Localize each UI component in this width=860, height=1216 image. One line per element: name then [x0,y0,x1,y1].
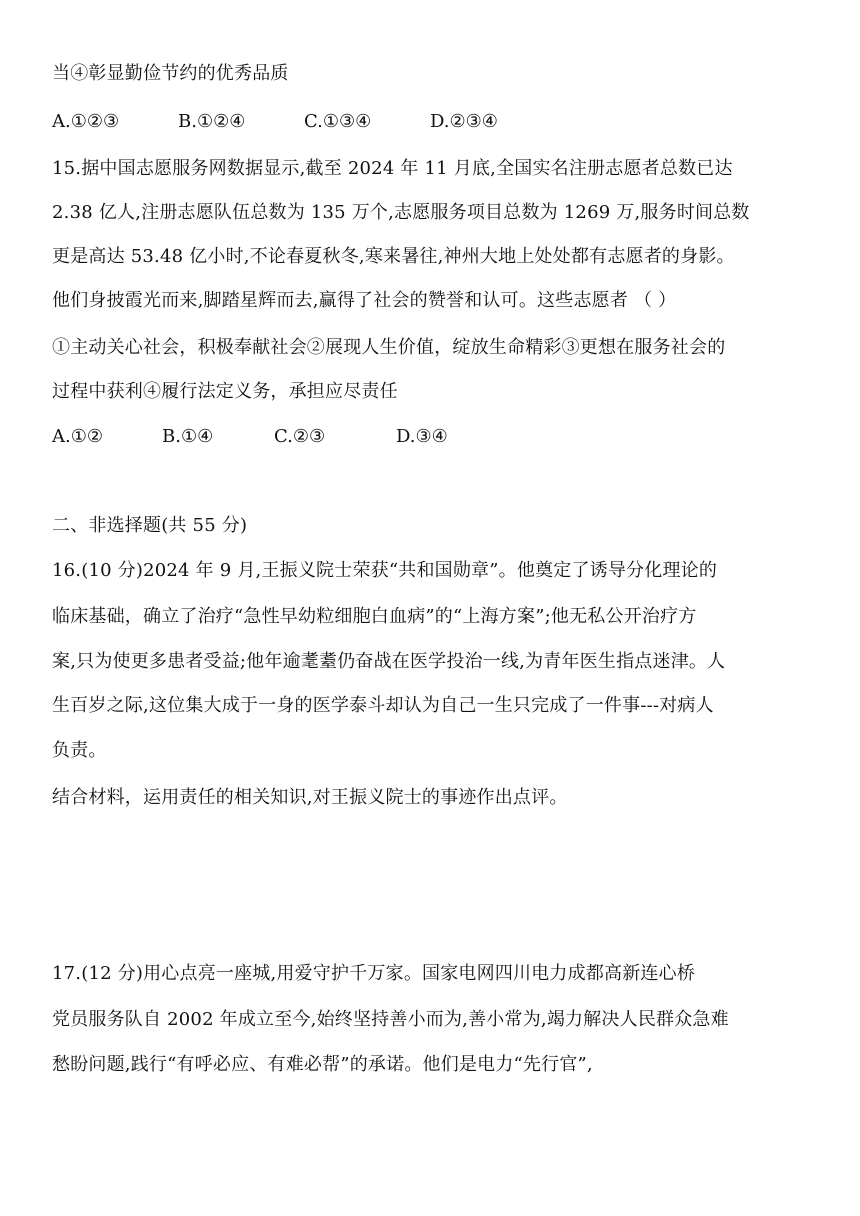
q14-option-c: C.①③④ [304,111,372,132]
q15-line: 他们身披霞光而来,脚踏星辉而去,赢得了社会的赞誉和认可。这些志愿者 （ ） [52,290,677,311]
q14-option-d: D.②③④ [430,111,498,132]
q15-line: ①主动关心社会，积极奉献社会②展现人生价值，绽放生命精彩③更想在服务社会的 [52,337,726,358]
q15-line: 更是高达 53.48 亿小时,不论春夏秋冬,寒来暑往,神州大地上处处都有志愿者的身影。 [52,246,735,267]
q17-line: 党员服务队自 2002 年成立至今,始终坚持善小而为,善小常为,竭力解决人民群众急难 [52,1009,729,1030]
q16-line: 生百岁之际,这位集大成于一身的医学泰斗却认为自己一生只完成了一件事---对病人 [52,695,714,716]
q14-options [52,110,498,134]
q15-options [52,425,448,449]
q14-option-b: B.①②④ [178,111,246,132]
q15-option-d: D.③④ [396,426,448,447]
q17-line: 愁盼问题,践行“有呼必应、有难必帮”的承诺。他们是电力“先行官”, [52,1054,593,1075]
q15-line: 2.38 亿人,注册志愿队伍总数为 135 万个,志愿服务项目总数为 1269 万,服务时间总数 [52,202,750,223]
q16-line: 负责。 [52,740,107,761]
q16-line: 案,只为使更多患者受益;他年逾耄耋仍奋战在医学投治一线,为青年医生指点迷津。人 [52,651,726,672]
q16-line: 16.(10 分)2024 年 9 月,王振义院士荣获“共和国勋章”。他奠定了诱导分化理论的 [52,560,718,581]
q15-option-a: A.①② [52,426,103,447]
q15-line: 15.据中国志愿服务网数据显示,截至 2024 年 11 月底,全国实名注册志愿者总数已达 [52,158,733,179]
q17-line: 17.(12 分)用心点亮一座城,用爱守护千万家。国家电网四川电力成都高新连心桥 [52,963,696,984]
q14-option-a: A.①②③ [52,111,120,132]
q14-tail-line: 当④彰显勤俭节约的优秀品质 [52,63,289,84]
section-heading: 二、非选择题(共 55 分) [52,515,248,536]
q16-line: 临床基础，确立了治疗“急性早幼粒细胞白血病”的“上海方案”;他无私公开治疗方 [52,606,697,627]
q15-line: 过程中获利④履行法定义务，承担应尽责任 [52,381,398,402]
q15-option-c: C.②③ [274,426,326,447]
q16-question: 结合材料，运用责任的相关知识,对王振义院士的事迹作出点评。 [52,787,568,808]
q15-option-b: B.①④ [162,426,214,447]
